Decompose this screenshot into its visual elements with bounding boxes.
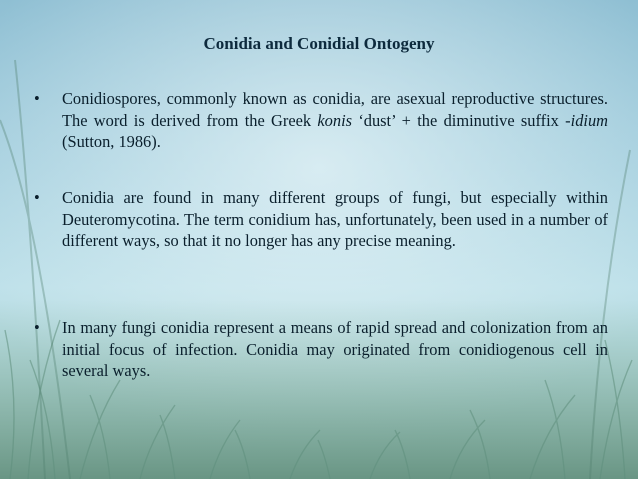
bullet-item-1 — [34, 88, 608, 153]
bullet-dot: • — [34, 89, 40, 108]
bullet-text-3: In many fungi conidia represent a means of rapid spread and colonization from an initial focus of infection. Conidia may originated from conidiogenous cell in several ways. — [62, 318, 608, 380]
bullet-item-3 — [34, 317, 608, 382]
bullet-item-2 — [34, 187, 608, 252]
bullet-text-1-part: ‘dust’ + the diminutive suffix - — [352, 110, 571, 130]
bullet-text-2: Conidia are found in many different groups of fungi, but especially within Deuteromycotina. The term conidium has, unfortunately, been used in a number of different ways, so that it no longer has any precise meaning. — [62, 188, 608, 250]
bullet-text-1-part: (Sutton, 1986). — [62, 132, 161, 151]
bullet-text-1 — [62, 88, 608, 153]
italic-term-konis: konis — [317, 110, 353, 130]
slide-title: Conidia and Conidial Ontogeny — [203, 34, 435, 53]
bullet-dot: • — [34, 318, 40, 337]
bullet-dot: • — [34, 188, 40, 207]
italic-term-idium: idium — [570, 110, 608, 130]
bullet-text-1-part: Conidiospores, commonly known as conidia, are asexual reproductive structures. The word is derived from the Greek — [62, 89, 608, 130]
